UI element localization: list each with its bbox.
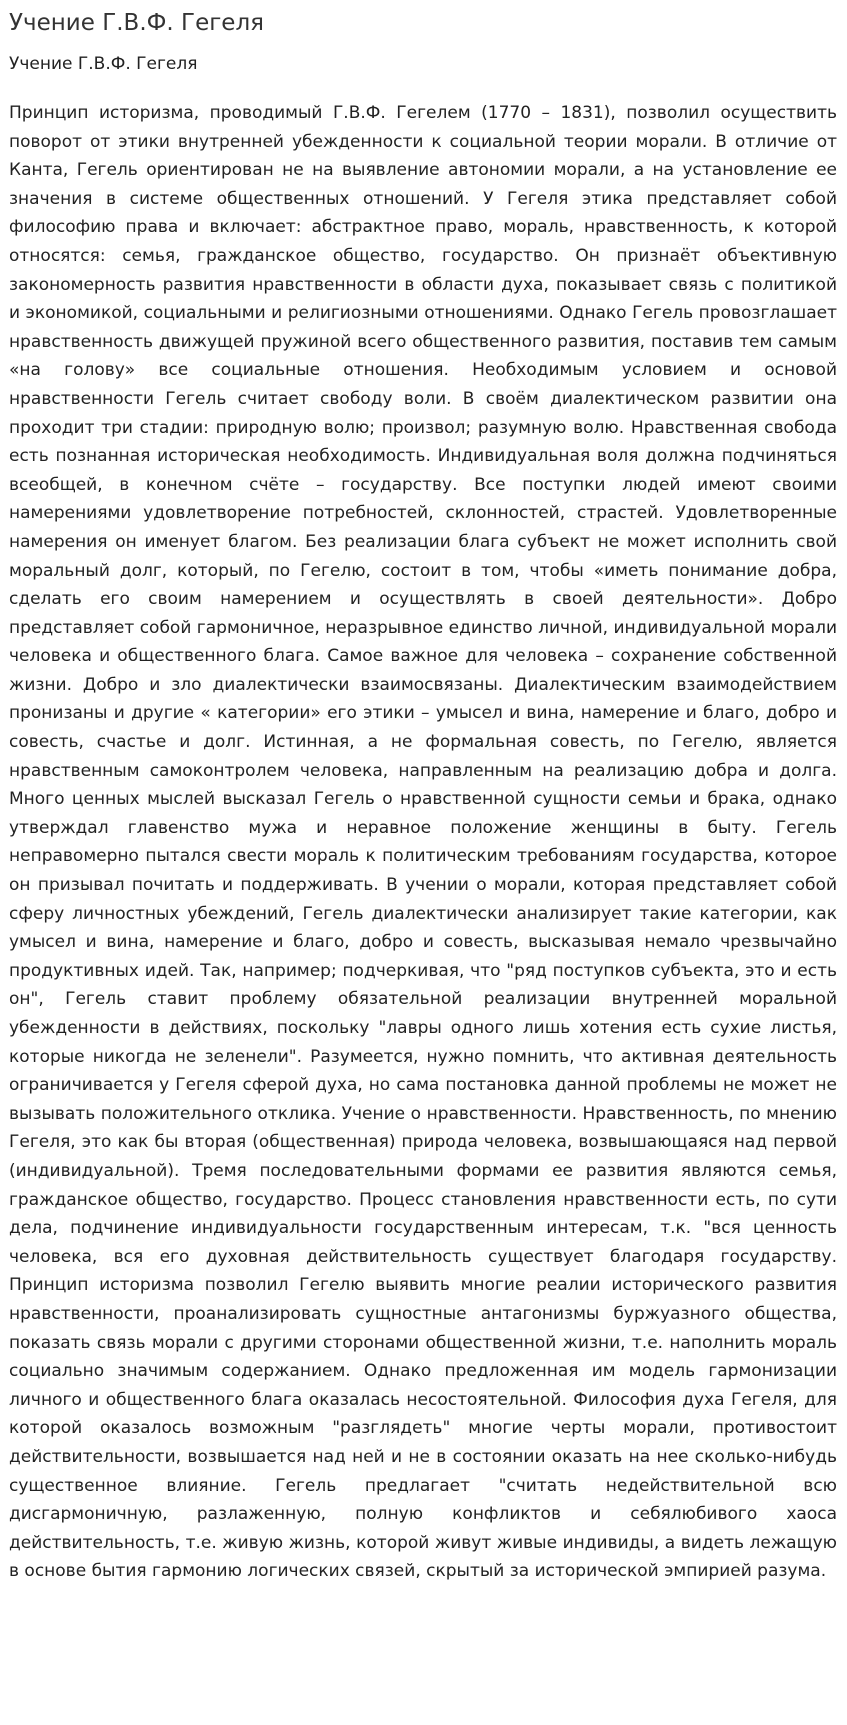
- document-subtitle: Учение Г.В.Ф. Гегеля: [9, 54, 198, 74]
- document-body-paragraph: Принцип историзма, проводимый Г.В.Ф. Гегелем (1770 – 1831), позволил осуществить поворот от этики внутренней убежденности к социальной теории морали. В отличие от Канта, Гегель ориентирован не на выявление автономии морали, а на установление ее значения в системе общественных отношений. У Гегеля этика представляет собой философию права и включает: абстрактное право, мораль, нравственность, к которой относятся: семья, гражданское общество, государство. Он признаёт объективную закономерность развития нравственности в области духа, показывает связь с политикой и экономикой, социальными и религиозными отношениями. Однако Гегель провозглашает нравственность движущей пружиной всего общественного развития, поставив тем самым «на голову» все социальные отношения. Необходимым условием и основой нравственности Гегель считает свободу воли. В своём диалектическом развитии она проходит три стадии: природную волю; произвол; разумную волю. Нравственная свобода есть познанная историческая необходимость. Индивидуальная воля должна подчиняться всеобщей, в конечном счёте – государству. Все поступки людей имеют своими намерениями удовлетворение потребностей, склонностей, страстей. Удовлетворенные намерения он именует благом. Без реализации блага субъект не может исполнить свой моральный долг, который, по Гегелю, состоит в том, чтобы «иметь понимание добра, сделать его своим намерением и осуществлять в своей деятельности». Добро представляет собой гармоничное, неразрывное единство личной, индивидуальной морали человека и общественного блага. Самое важное для человека – сохранение собственной жизни. Добро и зло диалектически взаимосвязаны. Диалектическим взаимодействием пронизаны и другие « категории» его этики – умысел и вина, намерение и благо, добро и совесть, счастье и долг. Истинная, а не формальная совесть, по Гегелю, является нравственным самоконтролем человека, направленным на реализацию добра и долга. Много ценных мыслей высказал Гегель о нравственной сущности семьи и брака, однако утверждал главенство мужа и неравное положение женщины в быту. Гегель неправомерно пытался свести мораль к политическим требованиям государства, которое он призывал почитать и поддерживать. В учении о морали, которая представляет собой сферу личностных убеждений, Гегель диалектически анализирует такие категории, как умысел и вина, намерение и благо, добро и совесть, высказывая немало чрезвычайно продуктивных идей. Так, например; подчеркивая, что "ряд поступков субъекта, это и есть он", Гегель ставит проблему обязательной реализации внутренней моральной убежденности в действиях, поскольку "лавры одного лишь хотения есть сухие листья, которые никогда не зеленели". Разумеется, нужно помнить, что активная деятельность ограничивается у Гегеля сферой духа, но сама постановка данной проблемы не может не вызывать положительного отклика. Учение о нравственности. Нравственность, по мнению Гегеля, это как бы вторая (общественная) природа человека, возвышающаяся над первой (индивидуальной). Тремя последовательными формами ее развития являются семья, гражданское общество, государство. Процесс становления нравственности есть, по сути дела, подчинение индивидуальности государственным интересам, т.к. "вся ценность человека, вся его духовная действительность существует благодаря государству. Принцип историзма позволил Гегелю выявить многие реалии исторического развития нравственности, проанализировать сущностные антагонизмы буржуазного общества, показать связь морали с другими сторонами общественной жизни, т.е. наполнить мораль социально значимым содержанием. Однако предложенная им модель гармонизации личного и общественного блага оказалась несостоятельной. Философия духа Гегеля, для которой оказалось возможным "разглядеть" многие черты морали, противостоит действительности, возвышается над ней и не в состоянии оказать на нее сколько-нибудь существенное влияние. Гегель предлагает "считать недействительной всю дисгармоничную, разлаженную, полную конфликтов и себялюбивого хаоса действительность, т.е. живую жизнь, которой живут живые индивиды, а видеть лежащую в основе бытия гармонию логических связей, скрытый за исторической эмпирией разума.: [9, 103, 837, 1582]
- document-title: Учение Г.В.Ф. Гегеля: [9, 10, 264, 36]
